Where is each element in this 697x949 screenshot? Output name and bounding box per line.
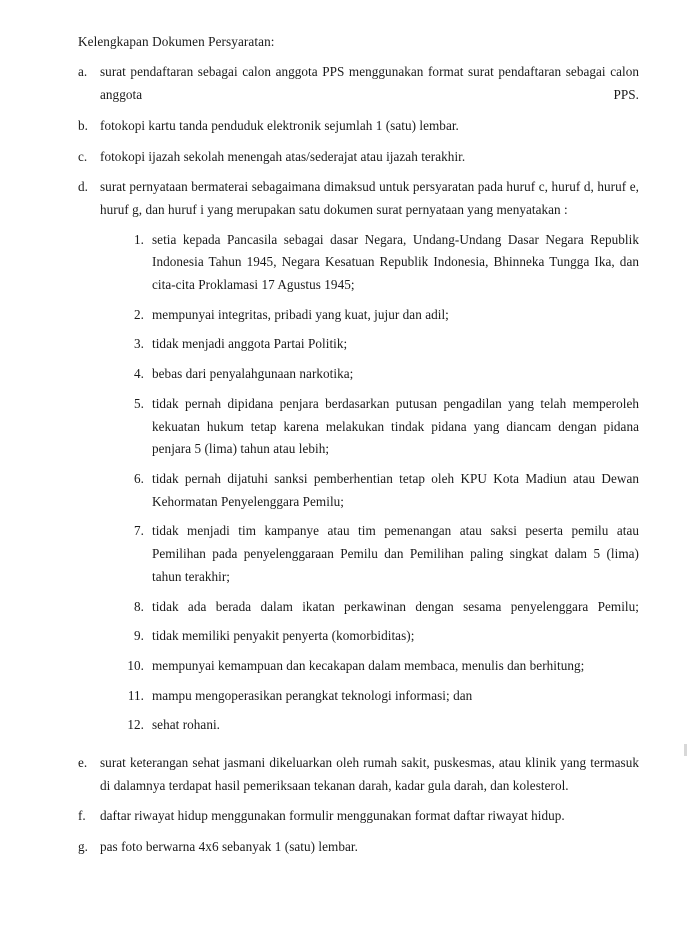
sub-list-item-text: sehat rohani. <box>152 717 221 733</box>
list-marker: g. <box>78 839 88 855</box>
sub-list-marker: 11. <box>127 687 144 703</box>
sub-list-item-text: mempunyai integritas, pribadi yang kuat, jujur dan adil; <box>152 306 449 322</box>
list-item <box>78 752 639 797</box>
sub-list-marker: 10. <box>127 657 144 673</box>
list-marker: c. <box>78 148 88 164</box>
sub-list-item <box>126 363 639 386</box>
sub-list-marker: 4. <box>134 366 144 382</box>
sub-list <box>100 229 639 737</box>
list-item-text: daftar riwayat hidup menggunakan formulir menggunakan format daftar riwayat hidup. <box>100 808 565 824</box>
sub-list-item <box>126 468 639 513</box>
sub-list-marker: 3. <box>134 336 144 352</box>
list-item-text: pas foto berwarna 4x6 sebanyak 1 (satu) lembar. <box>100 839 358 855</box>
sub-list-item-text: bebas dari penyalahgunaan narkotika; <box>152 366 354 382</box>
sub-list-item-text: tidak ada berada dalam ikatan perkawinan dengan sesama penyelenggara Pemilu; <box>152 598 639 614</box>
list-item <box>78 836 639 859</box>
list-item-text: fotokopi ijazah sekolah menengah atas/sederajat atau ijazah terakhir. <box>100 148 466 164</box>
sub-list-item <box>126 333 639 356</box>
list-item-body <box>100 176 639 744</box>
list-item-text: fotokopi kartu tanda penduduk elektronik sejumlah 1 (satu) lembar. <box>100 117 459 133</box>
sub-list-item <box>126 596 639 619</box>
list-item <box>78 115 639 138</box>
list-marker: f. <box>78 808 86 824</box>
list-item-text: surat keterangan sehat jasmani dikeluarkan oleh rumah sakit, puskesmas, atau klinik yang termasuk di dalamnya terdapat hasil pemeriksaan tekanan darah, kadar gula darah, dan kolesterol. <box>100 755 639 793</box>
list-marker: d. <box>78 179 88 195</box>
list-marker: a. <box>78 64 88 80</box>
list-item <box>78 61 639 106</box>
sub-list-marker: 7. <box>134 523 144 539</box>
page-title: Kelengkapan Dokumen Persyaratan: <box>78 34 275 49</box>
sub-list-item-text: setia kepada Pancasila sebagai dasar Negara, Undang-Undang Dasar Negara Republik Indonesia Tahun 1945, Negara Kesatuan Republik Indonesia, Bhinneka Tungga Ika, dan cita-cita Proklamasi 17 Agustus 1945; <box>152 231 639 293</box>
sub-list-marker: 8. <box>134 598 144 614</box>
sub-list-marker: 9. <box>134 628 144 644</box>
sub-list-marker: 1. <box>134 231 144 247</box>
sub-list-item <box>126 393 639 461</box>
sub-list-marker: 5. <box>134 395 144 411</box>
page-edge-artifact <box>684 744 687 756</box>
list-marker: b. <box>78 117 88 133</box>
sub-list-item <box>126 625 639 648</box>
sub-list-item-text: tidak memiliki penyakit penyerta (komorbiditas); <box>152 628 415 644</box>
sub-list-item <box>126 714 639 737</box>
list-marker: e. <box>78 755 88 771</box>
sub-list-item-text: tidak menjadi anggota Partai Politik; <box>152 336 348 352</box>
list-item <box>78 176 639 744</box>
list-item-text: surat pendaftaran sebagai calon anggota PPS menggunakan format surat pendaftaran sebagai calon anggota PPS. <box>100 64 639 103</box>
sub-list-item-text: tidak pernah dipidana penjara berdasarkan putusan pengadilan yang telah memperoleh kekuatan hukum tetap karena melakukan tindak pidana yang diancam dengan pidana penjara 5 (lima) tahun atau lebih; <box>152 395 639 457</box>
sub-list-marker: 6. <box>134 471 144 486</box>
sub-list-marker: 12. <box>127 717 144 733</box>
sub-list-item <box>126 685 639 708</box>
sub-list-item <box>126 229 639 297</box>
sub-list-item-text: mampu mengoperasikan perangkat teknologi informasi; dan <box>152 687 473 703</box>
sub-list-item <box>126 655 639 678</box>
list-item <box>78 146 639 169</box>
sub-list-item <box>126 520 639 588</box>
sub-list-item-text: tidak menjadi tim kampanye atau tim pemenangan atau saksi peserta pemilu atau Pemilihan pada penyelenggaraan Pemilu dan Pemilihan paling singkat dalam 5 (lima) tahun terakhir; <box>152 523 639 584</box>
sub-list-marker: 2. <box>134 306 144 322</box>
sub-list-item-text: tidak pernah dijatuhi sanksi pemberhentian tetap oleh KPU Kota Madiun atau Dewan Kehormatan Penyelenggara Pemilu; <box>152 471 639 509</box>
list-item-text: surat pernyataan bermaterai sebagaimana dimaksud untuk persyaratan pada huruf c, huruf d, huruf e, huruf g, dan huruf i yang merupakan satu dokumen surat pernyataan yang menyatakan : <box>100 179 639 217</box>
sub-list-item-text: mempunyai kemampuan dan kecakapan dalam membaca, menulis dan berhitung; <box>152 657 585 673</box>
sub-list-item <box>126 304 639 327</box>
list-item <box>78 805 639 828</box>
